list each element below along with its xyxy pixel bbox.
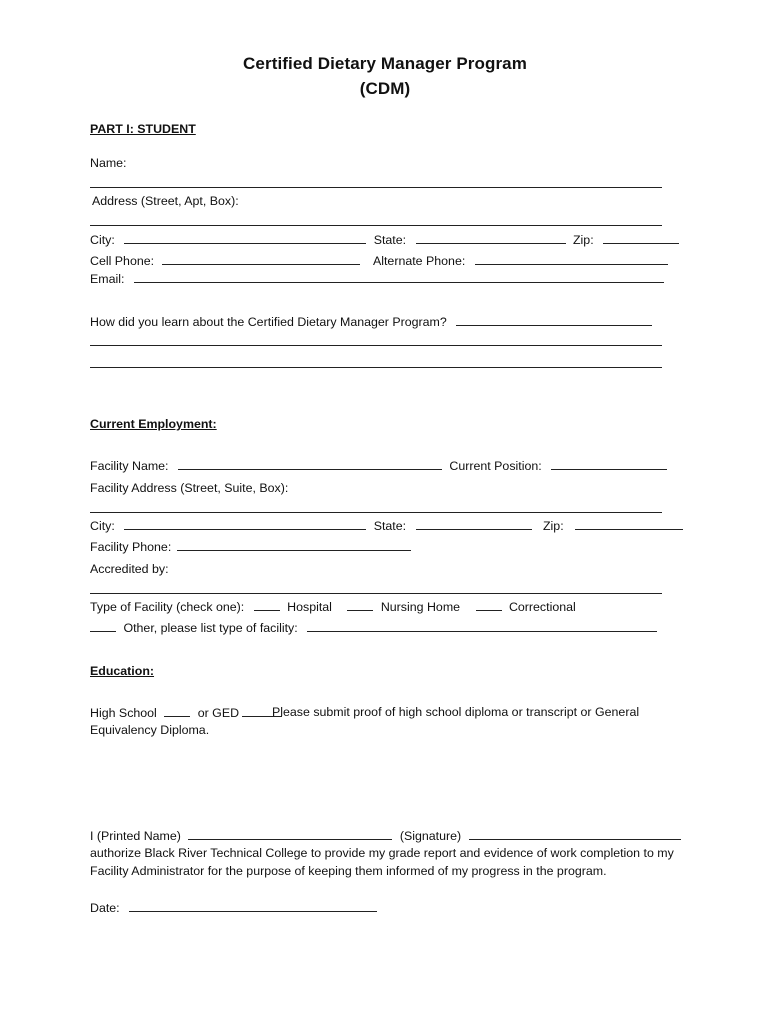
facility-address-field[interactable] xyxy=(90,512,662,513)
printed-name-field[interactable] xyxy=(188,828,392,840)
learn-field-line-3[interactable] xyxy=(90,367,662,368)
part1-heading: PART I: STUDENT xyxy=(90,122,196,136)
address-field[interactable] xyxy=(90,225,662,226)
facility-phone-row xyxy=(90,539,411,555)
form-title: Certified Dietary Manager Program xyxy=(243,54,527,73)
facility-zip-label: Zip: xyxy=(542,519,564,533)
name-label: Name: xyxy=(90,156,127,170)
facility-type-label: Type of Facility (check one): xyxy=(90,600,245,614)
ged-label: or GED xyxy=(197,706,240,720)
other-facility-field[interactable] xyxy=(307,620,657,632)
correctional-label: Correctional xyxy=(508,600,576,614)
date-field[interactable] xyxy=(129,900,377,912)
authorization-statement: authorize Black River Technical College to provide my grade report and evidence of work completion to my Facility Administrator for the purpose of keeping them informed of my progress in the program. xyxy=(90,846,674,878)
education-proof-text: Please submit proof of high school diploma or transcript or General Equivalency Diploma. xyxy=(90,705,640,737)
facility-phone-label: Facility Phone: xyxy=(90,540,172,554)
form-subtitle: (CDM) xyxy=(359,79,411,98)
facility-type-row xyxy=(90,599,576,615)
facility-state-label: State: xyxy=(373,519,407,533)
facility-state-field[interactable] xyxy=(416,518,532,530)
facility-city-field[interactable] xyxy=(124,518,366,530)
current-position-label: Current Position: xyxy=(449,459,542,473)
printed-name-row xyxy=(90,828,681,844)
current-position-field[interactable] xyxy=(551,458,667,470)
facility-phone-field[interactable] xyxy=(177,539,411,551)
zip-label: Zip: xyxy=(572,233,594,247)
accredited-label: Accredited by: xyxy=(90,562,169,576)
education-heading: Education: xyxy=(90,664,155,678)
name-field[interactable] xyxy=(90,187,662,188)
facility-city-row xyxy=(90,518,683,534)
facility-name-label: Facility Name: xyxy=(90,459,169,473)
city-row xyxy=(90,232,679,248)
learn-label: How did you learn about the Certified Dietary Manager Program? xyxy=(90,315,447,329)
alternate-phone-label: Alternate Phone: xyxy=(372,254,466,268)
address-label: Address (Street, Apt, Box): xyxy=(92,194,239,208)
high-school-label: High School xyxy=(90,706,157,720)
cell-phone-field[interactable] xyxy=(162,253,360,265)
correctional-checkbox[interactable] xyxy=(476,599,502,611)
facility-name-row xyxy=(90,458,667,474)
state-label: State: xyxy=(373,233,407,247)
state-field[interactable] xyxy=(416,232,566,244)
signature-field[interactable] xyxy=(469,828,681,840)
facility-name-field[interactable] xyxy=(178,458,442,470)
email-field[interactable] xyxy=(134,271,664,283)
learn-field[interactable] xyxy=(456,314,652,326)
phone-row xyxy=(90,253,668,269)
printed-name-label: I (Printed Name) xyxy=(90,829,181,843)
nursing-home-label: Nursing Home xyxy=(380,600,461,614)
accredited-field[interactable] xyxy=(90,593,662,594)
city-field[interactable] xyxy=(124,232,366,244)
city-label: City: xyxy=(90,233,115,247)
other-facility-row xyxy=(90,620,657,636)
cell-phone-label: Cell Phone: xyxy=(90,254,155,268)
email-row xyxy=(90,271,664,287)
date-row xyxy=(90,900,377,916)
other-facility-label: Other, please list type of facility: xyxy=(123,621,298,635)
other-checkbox[interactable] xyxy=(90,620,116,632)
signature-label: (Signature) xyxy=(399,829,462,843)
email-label: Email: xyxy=(90,272,125,286)
alternate-phone-field[interactable] xyxy=(475,253,668,265)
learn-row xyxy=(90,314,652,330)
employment-heading: Current Employment: xyxy=(90,417,217,431)
learn-field-line-2[interactable] xyxy=(90,345,662,346)
facility-zip-field[interactable] xyxy=(575,518,683,530)
facility-city-label: City: xyxy=(90,519,115,533)
nursing-home-checkbox[interactable] xyxy=(347,599,373,611)
date-label: Date: xyxy=(90,901,120,915)
facility-address-label: Facility Address (Street, Suite, Box): xyxy=(90,481,289,495)
hospital-label: Hospital xyxy=(287,600,332,614)
zip-field[interactable] xyxy=(603,232,679,244)
hospital-checkbox[interactable] xyxy=(254,599,280,611)
